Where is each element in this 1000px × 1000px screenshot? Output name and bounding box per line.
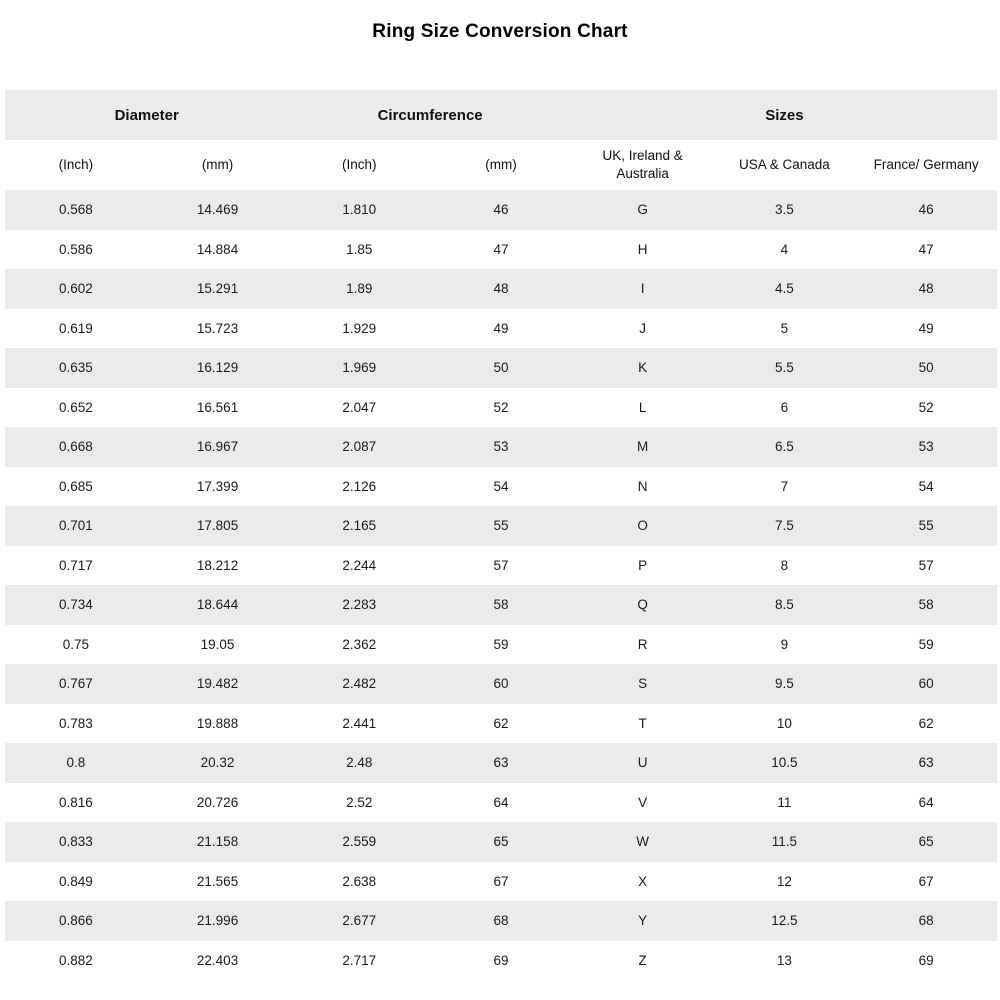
table-cell: 2.48 xyxy=(346,755,373,771)
table-cell: 20.32 xyxy=(200,755,235,771)
table-cell: 64 xyxy=(493,794,509,810)
table-cell: 7 xyxy=(780,478,789,494)
table-cell: G xyxy=(637,202,648,218)
column-header-circumference-mm: (mm) xyxy=(485,157,517,173)
table-cell: T xyxy=(638,715,647,731)
column-header-usa-canada: USA & Canada xyxy=(738,157,830,173)
table-cell: 8 xyxy=(780,557,789,573)
table-cell: 21.565 xyxy=(196,873,239,889)
table-cell: 53 xyxy=(918,439,934,455)
ring-size-table xyxy=(5,90,997,980)
table-cell: 0.602 xyxy=(58,281,93,297)
table-row xyxy=(5,190,997,230)
table-row xyxy=(5,230,997,270)
table-cell: 0.568 xyxy=(58,202,93,218)
table-cell: 8.5 xyxy=(774,597,794,613)
table-cell: 0.767 xyxy=(58,676,93,692)
table-cell: 59 xyxy=(918,636,934,652)
table-cell: 0.8 xyxy=(66,755,86,771)
table-cell: V xyxy=(638,794,648,810)
table-cell: 1.969 xyxy=(342,360,377,376)
table-cell: 67 xyxy=(493,873,509,889)
table-cell: 0.783 xyxy=(58,715,93,731)
table-cell: 2.441 xyxy=(342,715,377,731)
table-cell: H xyxy=(637,241,648,257)
table-cell: 17.805 xyxy=(196,518,239,534)
table-cell: 48 xyxy=(918,281,934,297)
table-cell: 0.849 xyxy=(58,873,93,889)
table-cell: 69 xyxy=(918,952,934,968)
table-cell: 2.52 xyxy=(346,794,373,810)
table-cell: R xyxy=(637,636,648,652)
table-row xyxy=(5,901,997,941)
table-cell: 68 xyxy=(918,913,934,929)
table-cell: 0.866 xyxy=(58,913,93,929)
page-title: Ring Size Conversion Chart xyxy=(372,21,628,42)
table-cell: 12.5 xyxy=(771,913,798,929)
table-cell: 0.586 xyxy=(58,241,93,257)
table-cell: 2.677 xyxy=(342,913,377,929)
table-row xyxy=(5,388,997,428)
table-cell: 59 xyxy=(493,636,509,652)
table-cell: Q xyxy=(637,597,648,613)
table-cell: 62 xyxy=(918,715,934,731)
table-cell: 2.283 xyxy=(342,597,377,613)
table-cell: L xyxy=(638,399,647,415)
table-cell: 49 xyxy=(918,320,934,336)
table-cell: 2.087 xyxy=(342,439,377,455)
table-cell: 3.5 xyxy=(774,202,794,218)
table-cell: 46 xyxy=(918,202,934,218)
table-row xyxy=(5,427,997,467)
table-cell: 16.129 xyxy=(196,360,239,376)
table-cell: N xyxy=(637,478,648,494)
column-header-uk-ireland-australia: UK, Ireland & Australia xyxy=(602,148,683,181)
table-cell: 7.5 xyxy=(774,518,794,534)
table-cell: 2.047 xyxy=(342,399,377,415)
table-cell: 14.884 xyxy=(196,241,239,257)
table-cell: O xyxy=(637,518,648,534)
table-cell: 19.888 xyxy=(196,715,239,731)
group-header-circumference: Circumference xyxy=(377,106,483,124)
table-cell: 18.644 xyxy=(196,597,239,613)
table-cell: 21.158 xyxy=(196,834,239,850)
column-header-diameter-mm: (mm) xyxy=(201,157,234,173)
table-cell: J xyxy=(639,320,647,336)
column-header-france-germany: France/ Germany xyxy=(873,157,979,173)
table-cell: 50 xyxy=(918,360,934,376)
table-cell: Y xyxy=(638,913,648,929)
table-cell: 64 xyxy=(918,794,934,810)
table-cell: 5.5 xyxy=(774,360,794,376)
table-cell: K xyxy=(638,360,648,376)
table-cell: 0.734 xyxy=(58,597,93,613)
table-row xyxy=(5,941,997,981)
table-cell: 0.717 xyxy=(58,557,93,573)
table-cell: 2.362 xyxy=(342,636,377,652)
table-cell: 6 xyxy=(780,399,789,415)
table-cell: 21.996 xyxy=(196,913,239,929)
table-cell: 4 xyxy=(780,241,789,257)
table-cell: 53 xyxy=(493,439,509,455)
table-row xyxy=(5,585,997,625)
table-cell: 13 xyxy=(776,952,792,968)
table-cell: 57 xyxy=(493,557,509,573)
table-cell: 11 xyxy=(777,794,792,810)
table-cell: 20.726 xyxy=(196,794,239,810)
table-cell: I xyxy=(640,281,645,297)
table-cell: 12 xyxy=(776,873,792,889)
table-cell: 0.882 xyxy=(58,952,93,968)
table-cell: 58 xyxy=(493,597,509,613)
table-cell: 1.85 xyxy=(346,241,373,257)
column-header-row xyxy=(5,140,997,190)
table-cell: 15.723 xyxy=(196,320,239,336)
table-cell: 0.668 xyxy=(58,439,93,455)
table-cell: 0.816 xyxy=(58,794,93,810)
table-row xyxy=(5,862,997,902)
table-cell: 63 xyxy=(918,755,934,771)
table-cell: P xyxy=(638,557,648,573)
table-row xyxy=(5,822,997,862)
table-row xyxy=(5,625,997,665)
table-cell: 0.833 xyxy=(58,834,93,850)
table-cell: 0.701 xyxy=(58,518,93,534)
table-cell: 2.244 xyxy=(342,557,377,573)
table-cell: 9 xyxy=(780,636,789,652)
table-row xyxy=(5,546,997,586)
table-cell: 55 xyxy=(493,518,509,534)
table-cell: S xyxy=(638,676,648,692)
table-row xyxy=(5,309,997,349)
table-cell: 60 xyxy=(493,676,509,692)
table-cell: 69 xyxy=(493,952,509,968)
table-cell: 50 xyxy=(493,360,509,376)
table-row xyxy=(5,664,997,704)
table-cell: 0.635 xyxy=(58,360,93,376)
table-cell: 2.482 xyxy=(342,676,377,692)
table-body xyxy=(5,190,997,980)
table-row xyxy=(5,269,997,309)
table-cell: 0.685 xyxy=(58,478,93,494)
table-cell: 10 xyxy=(776,715,792,731)
table-cell: X xyxy=(638,873,648,889)
table-cell: 2.165 xyxy=(342,518,377,534)
group-header-sizes: Sizes xyxy=(765,106,804,124)
table-cell: Z xyxy=(638,952,647,968)
table-cell: 4.5 xyxy=(774,281,794,297)
table-cell: 47 xyxy=(918,241,934,257)
table-cell: 54 xyxy=(918,478,934,494)
table-cell: 2.559 xyxy=(342,834,377,850)
table-cell: 52 xyxy=(918,399,934,415)
table-cell: 0.619 xyxy=(58,320,93,336)
table-row xyxy=(5,467,997,507)
table-cell: 55 xyxy=(918,518,934,534)
table-cell: 6.5 xyxy=(774,439,794,455)
table-cell: 62 xyxy=(493,715,509,731)
table-cell: 63 xyxy=(493,755,509,771)
table-cell: 67 xyxy=(918,873,934,889)
table-cell: 15.291 xyxy=(196,281,239,297)
column-header-diameter-inch: (Inch) xyxy=(58,157,94,173)
table-cell: 5 xyxy=(780,320,789,336)
table-cell: 0.652 xyxy=(58,399,93,415)
table-cell: 11.5 xyxy=(771,834,797,850)
table-cell: 47 xyxy=(493,241,509,257)
table-cell: U xyxy=(637,755,648,771)
table-cell: 57 xyxy=(918,557,934,573)
table-cell: 19.482 xyxy=(196,676,239,692)
table-cell: 22.403 xyxy=(196,952,239,968)
table-cell: 2.126 xyxy=(342,478,377,494)
table-cell: 54 xyxy=(493,478,509,494)
table-header xyxy=(5,90,997,190)
table-row xyxy=(5,704,997,744)
table-row xyxy=(5,348,997,388)
table-cell: 46 xyxy=(493,202,509,218)
table-cell: 16.967 xyxy=(196,439,239,455)
table-cell: 65 xyxy=(493,834,509,850)
table-cell: 68 xyxy=(493,913,509,929)
table-cell: 10.5 xyxy=(771,755,798,771)
table-cell: 52 xyxy=(493,399,509,415)
group-header-diameter: Diameter xyxy=(114,106,179,124)
table-cell: 16.561 xyxy=(196,399,239,415)
column-header-circumference-inch: (Inch) xyxy=(342,157,377,173)
table-cell: 1.810 xyxy=(342,202,377,218)
table-cell: 58 xyxy=(918,597,934,613)
table-cell: 48 xyxy=(493,281,509,297)
table-cell: 1.89 xyxy=(346,281,373,297)
table-cell: 2.638 xyxy=(342,873,377,889)
table-cell: 1.929 xyxy=(342,320,377,336)
table-cell: 19.05 xyxy=(200,636,235,652)
table-cell: M xyxy=(637,439,649,455)
table-row xyxy=(5,783,997,823)
table-cell: 9.5 xyxy=(774,676,794,692)
table-cell: 14.469 xyxy=(196,202,239,218)
table-cell: W xyxy=(636,834,650,850)
table-cell: 2.717 xyxy=(342,952,377,968)
table-row xyxy=(5,743,997,783)
table-cell: 17.399 xyxy=(196,478,239,494)
table-cell: 49 xyxy=(493,320,509,336)
table-cell: 65 xyxy=(918,834,934,850)
table-row xyxy=(5,506,997,546)
table-cell: 0.75 xyxy=(62,636,89,652)
group-header-row xyxy=(5,90,997,140)
table-cell: 60 xyxy=(918,676,934,692)
table-cell: 18.212 xyxy=(196,557,239,573)
